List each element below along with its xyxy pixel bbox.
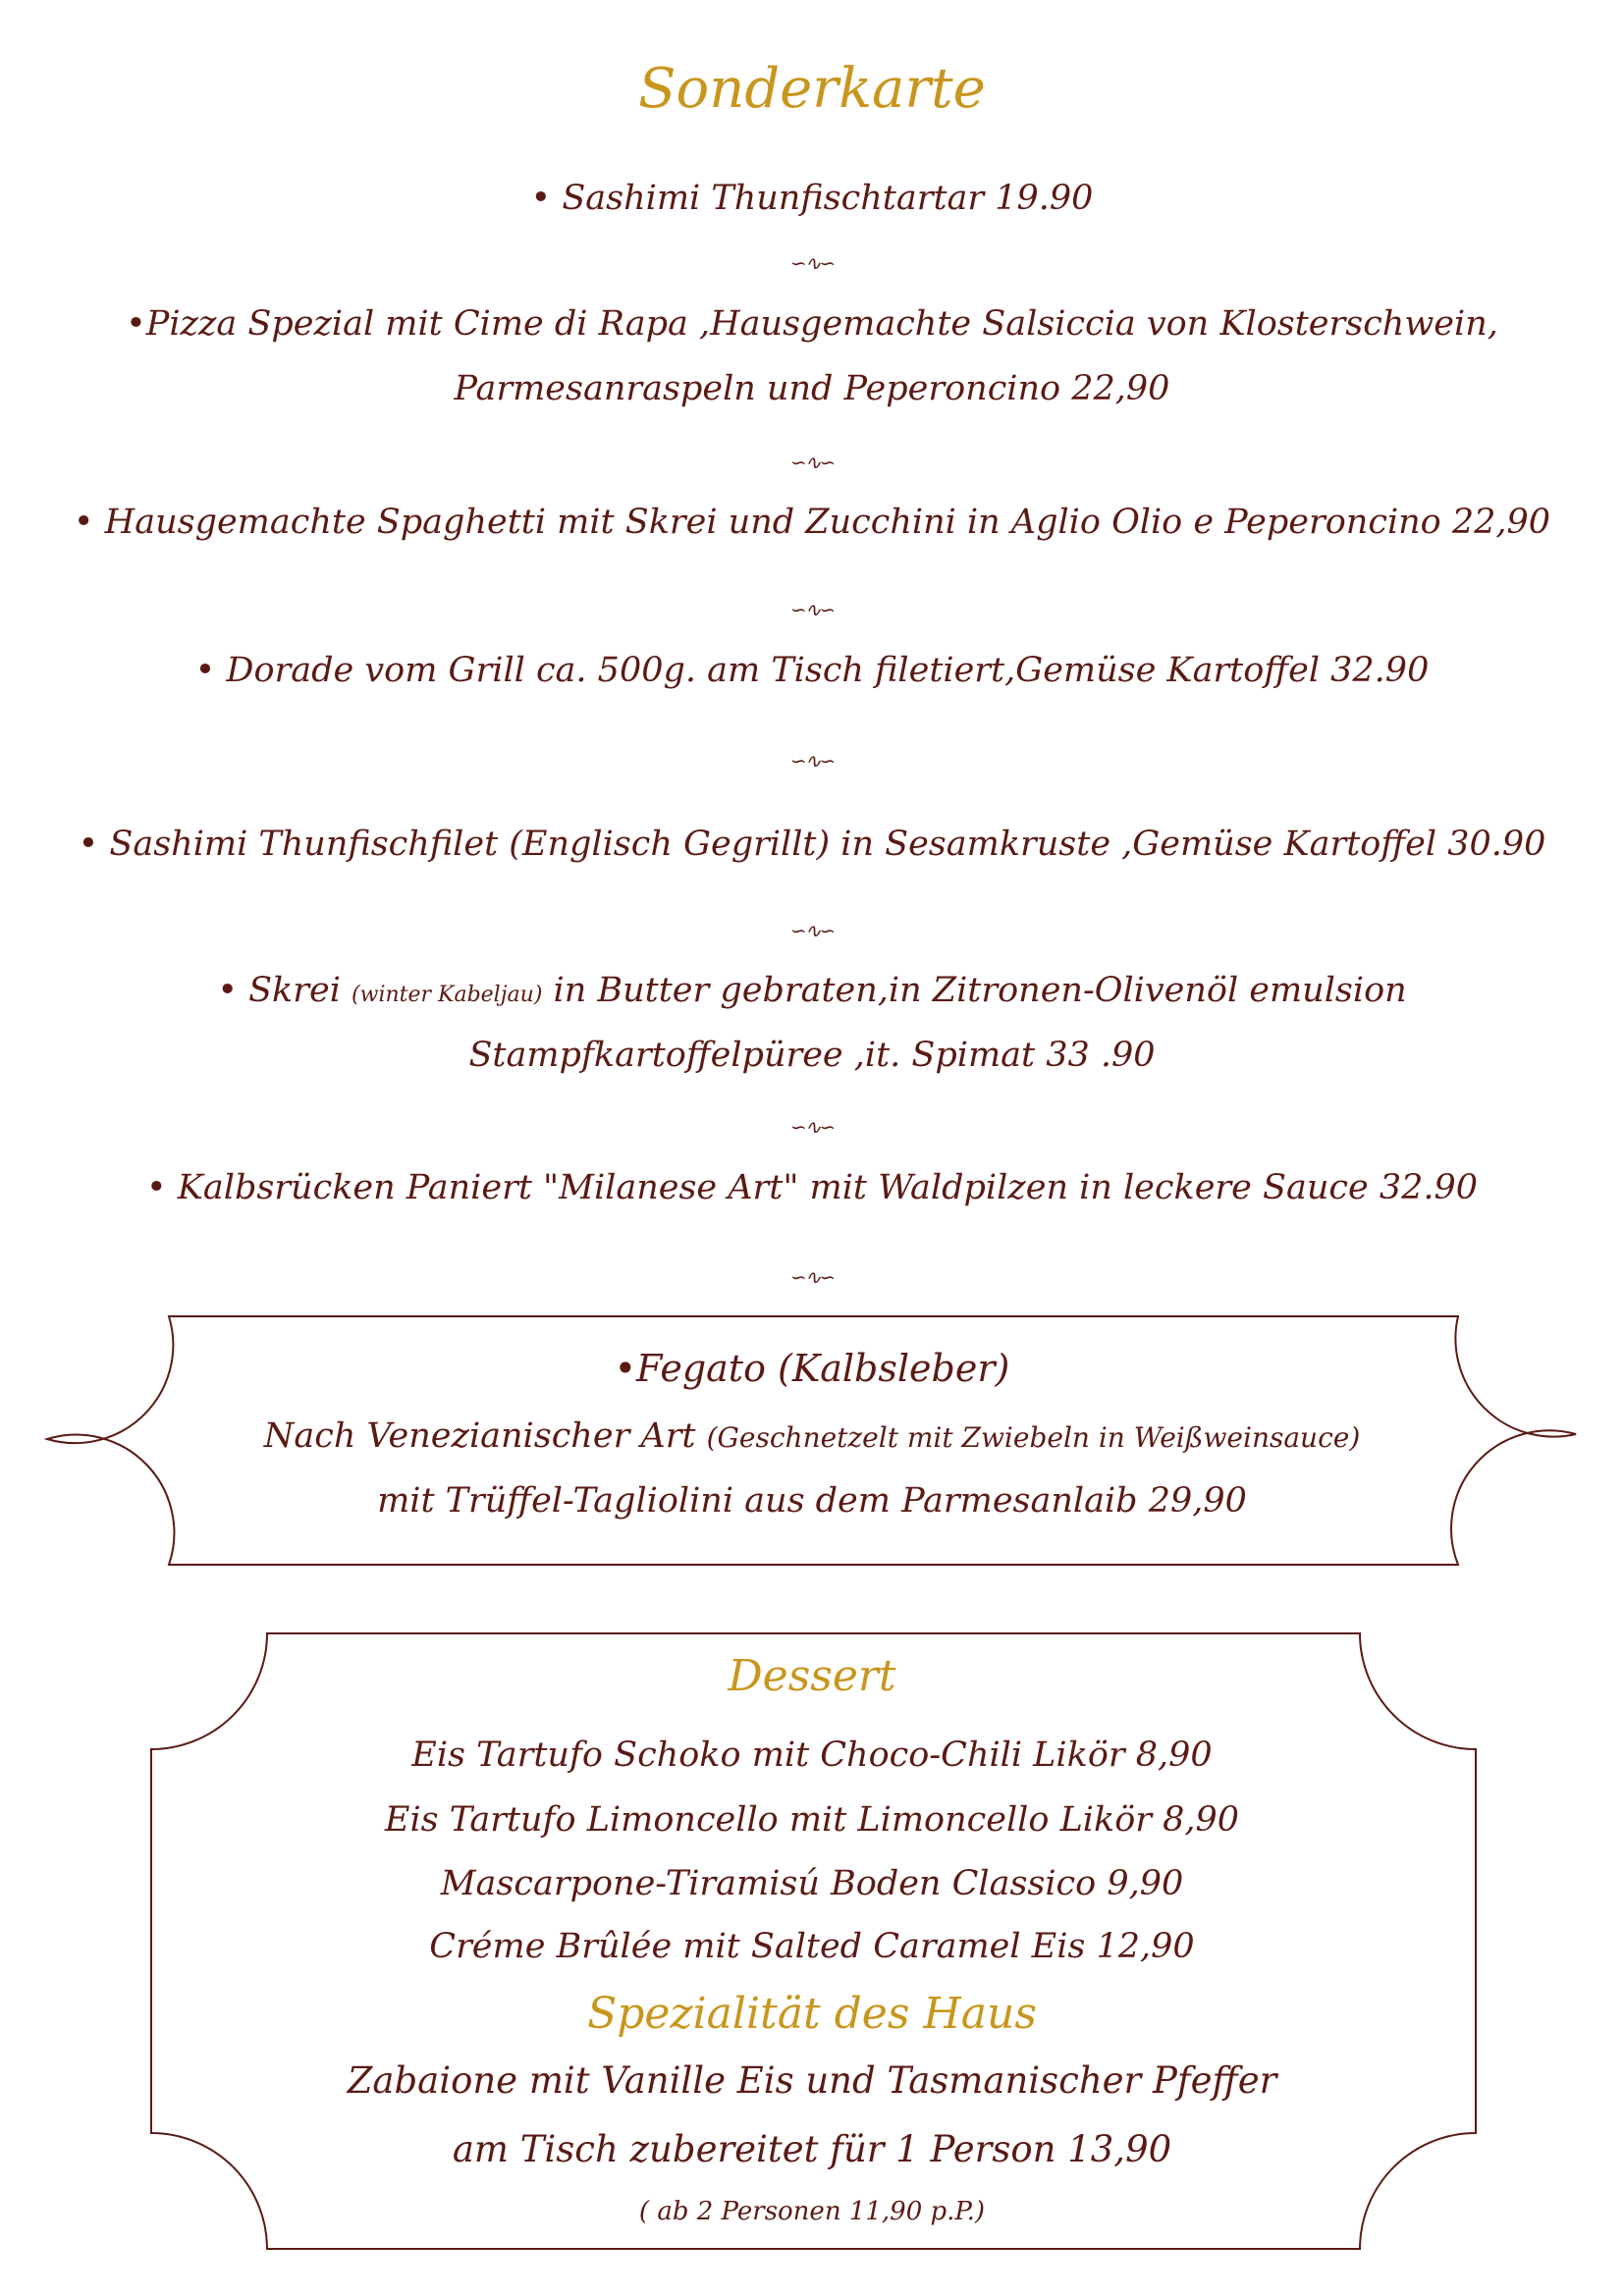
ornament-divider: ∽∿∽ [789,451,835,474]
skrei-desc: in Butter gebraten,in Zitronen-Olivenöl emulsion [542,971,1407,1010]
dessert-item: Créme Brûlée mit Salted Caramel Eis 12,90 [429,1927,1195,1966]
ornament-divider: ∽∿∽ [789,1115,835,1139]
dessert-title: Dessert [728,1651,896,1701]
menu-item-skrei-line1 [0,971,1624,1010]
page-title: Sonderkarte [638,57,986,121]
menu-item-pizza-line1: •Pizza Spezial mit Cime di Rapa ,Hausgemachte Salsiccia von Klosterschwein, [126,304,1498,344]
ornament-divider: ∽∿∽ [789,749,835,773]
menu-item-skrei-line2: Stampfkartoffelpüree ,it. Spimat 33 .90 [468,1036,1156,1075]
menu-item-kalbsruecken: • Kalbsrücken Paniert "Milanese Art" mit Waldpilzen in leckere Sauce 32.90 [145,1168,1479,1207]
dessert-item: Mascarpone-Tiramisú Boden Classico 9,90 [440,1864,1184,1903]
menu-item-pizza-line2: Parmesanraspeln und Peperoncino 22,90 [454,369,1170,408]
ornament-divider: ∽∿∽ [789,1265,835,1289]
fegato-line1 [0,1416,1624,1456]
menu-item-dorade: • Dorade vom Grill ca. 500g. am Tisch filetiert,Gemüse Kartoffel 32.90 [194,651,1430,690]
menu-item-sashimi-tartar: • Sashimi Thunfischtartar 19.90 [530,179,1094,218]
fegato-line2: mit Trüffel-Tagliolini aus dem Parmesanlaib 29,90 [377,1481,1247,1521]
special-title: Spezialität des Haus [587,1989,1037,2039]
skrei-note: (winter Kabeljau) [352,983,543,1007]
skrei-name: • Skrei [217,971,352,1010]
special-line2: am Tisch zubereitet für 1 Person 13,90 [452,2128,1172,2170]
ornament-divider: ∽∿∽ [789,251,835,275]
fegato-note: (Geschnetzelt mit Zwiebeln in Weißweinsauce) [706,1421,1361,1454]
fegato-heading: •Fegato (Kalbsleber) [614,1347,1010,1390]
dessert-item: Eis Tartufo Limoncello mit Limoncello Likör 8,90 [384,1800,1240,1840]
special-line1: Zabaione mit Vanille Eis und Tasmanischer Pfeffer [347,2059,1277,2102]
special-note: ( ab 2 Personen 11,90 p.P.) [638,2197,986,2226]
ornament-divider: ∽∿∽ [789,919,835,942]
dessert-item: Eis Tartufo Schoko mit Choco-Chili Likör 8,90 [411,1735,1213,1775]
fegato-style: Nach Venezianischer Art [263,1416,707,1456]
menu-item-thunfischfilet: • Sashimi Thunfischfilet (Englisch Gegrillt) in Sesamkruste ,Gemüse Kartoffel 30.90 [78,825,1546,864]
ornament-divider: ∽∿∽ [789,598,835,621]
menu-item-spaghetti: • Hausgemachte Spaghetti mit Skrei und Zucchini in Aglio Olio e Peperoncino 22,90 [73,503,1551,542]
